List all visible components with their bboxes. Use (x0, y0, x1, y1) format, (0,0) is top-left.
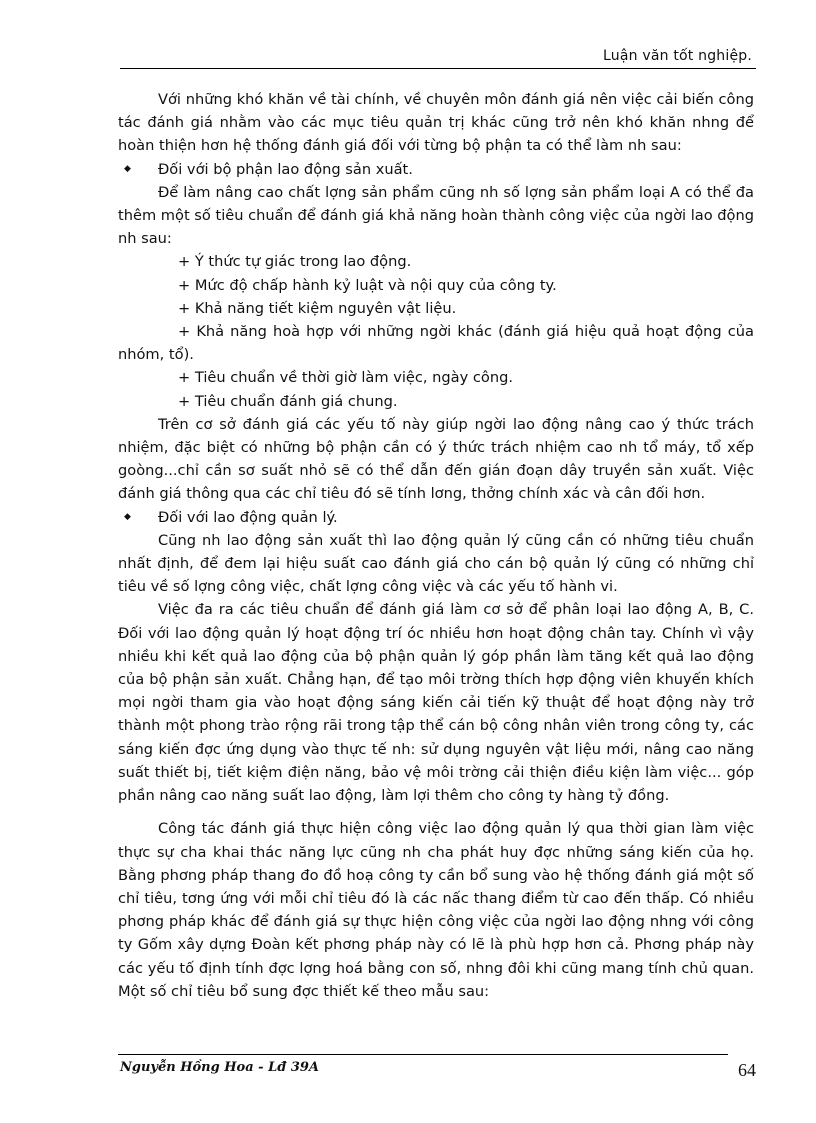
criteria-item: + Khả năng tiết kiệm nguyên vật liệu. (178, 299, 457, 317)
criteria-item: + Ý thức tự giác trong lao động. (178, 253, 412, 271)
criteria-item: + Tiêu chuẩn đánh giá chung. (178, 392, 398, 410)
management-paragraph-2: Việc đa ra các tiêu chuẩn để đánh giá làm cơ sở để phân loại lao động A, B, C. Đối với lao động quản lý hoạt động trí óc nhiều hơn hoạt động chân tay. Chính vì vậy nhiều khi kết quả lao động của bộ phận quản lý góp phần làm tăng kết quả lao động của bộ phận sản xuất. Chẳng hạn, để tạo môi trờng thích hợp động viên khuyến khích mọi ngời tham gia vào hoạt động sáng kiến cải tiến kỹ thuật để hoạt động này trở thành một phong trào rộng rãi trong tập thể cán bộ công nhân viên trong công ty, các sáng kiến đợc ứng dụng vào thực tế nh: sử dụng nguyên vật liệu mới, nâng cao năng suất thiết bị, tiết kiệm điện năng, bảo vệ môi trờng cải thiện điều kiện làm việc... góp phần nâng cao năng suất lao động, làm lợi thêm cho công ty hàng tỷ đồng. (118, 601, 754, 805)
criteria-item: + Khả năng hoà hợp với những ngời khác (đánh giá hiệu quả hoạt động của nhóm, tổ). (118, 323, 754, 364)
criteria-item: + Mức độ chấp hành kỷ luật và nội quy của công ty. (178, 276, 557, 294)
section-heading-text: Đối với lao động quản lý. (158, 508, 338, 526)
footer-divider (118, 1054, 728, 1055)
production-lead-paragraph: Để làm nâng cao chất lợng sản phẩm cũng nh số lợng sản phẩm loại A có thể đa thêm một số tiêu chuẩn để đánh giá khả năng hoàn thành công việc của ngời lao động nh sau: (118, 183, 754, 248)
page-header (120, 48, 756, 68)
document-title: Luận văn tốt nghiệp. (603, 48, 752, 64)
section-heading-production (118, 158, 754, 181)
page-footer (118, 1046, 756, 1086)
section-heading-text: Đối với bộ phận lao động sản xuất. (158, 160, 413, 178)
page-body (118, 88, 754, 1003)
diamond-bullet-icon: ◆ (124, 163, 131, 174)
management-paragraph-1: Cũng nh lao động sản xuất thì lao động quản lý cũng cần có những tiêu chuẩn nhất định, để đem lại hiệu suất cao đánh giá cho cán bộ quản lý cũng có những chỉ tiêu về số lợng công việc, chất lợng công việc và các yếu tố hành vi. (118, 531, 754, 596)
header-divider (120, 68, 756, 69)
section-heading-management (118, 506, 754, 529)
page-number: 64 (738, 1060, 756, 1080)
paragraph-spacer (118, 807, 754, 817)
criteria-item: + Tiêu chuẩn về thời giờ làm việc, ngày công. (178, 369, 514, 387)
management-paragraph-3: Công tác đánh giá thực hiện công việc lao động quản lý qua thời gian làm việc thực sự cha khai thác năng lực cũng nh cha phát huy đợc những sáng kiến của họ. Bằng phơng pháp thang đo đồ hoạ công ty cần bổ sung vào hệ thống đánh giá một số chỉ tiêu, tơng ứng với mỗi chỉ tiêu đó là các nấc thang điểm từ cao đến thấp. Có nhiều phơng pháp khác để đánh giá sự thực hiện công việc của ngời lao động nhng với công ty Gốm xây dựng Đoàn kết phơng pháp này có lẽ là phù hợp hơn cả. Phơng pháp này các yếu tố định tính đợc lợng hoá bằng con số, nhng đôi khi cũng mang tính chủ quan. Một số chỉ tiêu bổ sung đợc thiết kế theo mẫu sau: (118, 820, 754, 1000)
production-conclusion-paragraph: Trên cơ sở đánh giá các yếu tố này giúp ngời lao động nâng cao ý thức trách nhiệm, đặc biệt có những bộ phận cần có ý thức trách nhiệm cao nh tổ máy, tổ xếp goòng...chỉ cần sơ suất nhỏ sẽ có thể dẫn đến gián đoạn dây truyền sản xuất. Việc đánh giá thông qua các chỉ tiêu đó sẽ tính lơng, thởng chính xác và cân đối hơn. (118, 415, 754, 503)
intro-paragraph: Với những khó khăn về tài chính, về chuyên môn đánh giá nên việc cải biến công tác đánh giá nhằm vào các mục tiêu quản trị khác cũng trở nên khó khăn nhng để hoàn thiện hơn hệ thống đánh giá đối với từng bộ phận ta có thể làm nh sau: (118, 91, 754, 155)
footer-author: Nguyễn Hồng Hoa - Lđ 39A (120, 1060, 320, 1075)
diamond-bullet-icon: ◆ (124, 511, 131, 522)
